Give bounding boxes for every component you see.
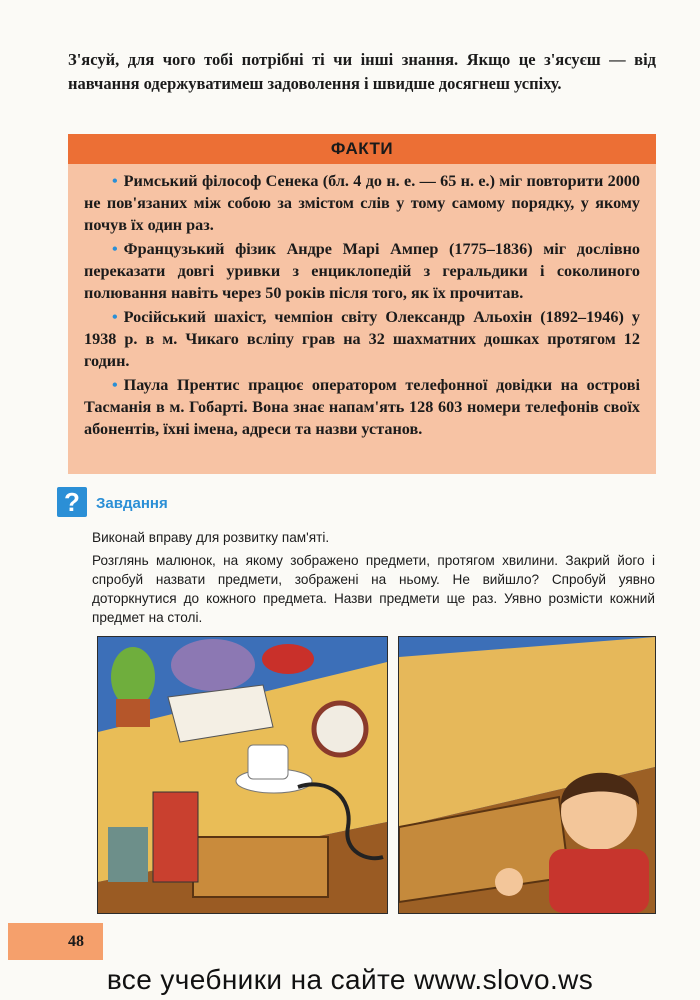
bullet-icon: •: [112, 172, 118, 190]
fact-text: Римський філософ Сенека (бл. 4 до н. е. — 65 н. е.) міг повторити 2000 не пов'язаних між собою за змістом слів у тому самому порядку, у якому почув їх один раз.: [84, 172, 640, 234]
lamp-shade: [171, 639, 255, 691]
striped-sock: [153, 792, 198, 882]
facts-list: [68, 164, 656, 440]
fact-text: Французький фізик Андре Марі Ампер (1775–1836) міг дослівно переказати довгі уривки з енциклопедій з геральдики і соколиного полювання навіть через 50 років після того, як їх прочитав.: [84, 240, 640, 302]
task-body: [92, 528, 655, 627]
desk-items-drawing: [98, 637, 387, 913]
task-description: Розглянь малюнок, на якому зображено предмети, протягом хвилини. Закрий його і спробуй назвати предмети, зображені на ньому. Не вийшло? Спробуй уявно доторкнутися до кожного предмета. Назви предмети ще раз. Уявно розмісти кожний предмет на столі.: [92, 553, 655, 625]
bullet-icon: •: [112, 240, 118, 258]
fact-item: [84, 374, 640, 440]
bullet-icon: •: [112, 376, 118, 394]
question-mark-icon: ?: [57, 487, 87, 517]
tea-cup: [248, 745, 288, 779]
intro-paragraph: З'ясуй, для чого тобі потрібні ті чи інші знання. Якщо це з'ясуєш — від навчання одержуватимеш задоволення і швидше досягнеш успіху.: [68, 50, 656, 93]
desk-drawer: [193, 837, 328, 897]
tin-can: [108, 827, 148, 882]
fact-item: [84, 306, 640, 372]
fact-text: Російський шахіст, чемпіон світу Олександр Альохін (1892–1946) у 1938 р. в м. Чикаго всліпу грав на 32 шахматних дошках протягом 12 годин.: [84, 308, 640, 370]
boy-at-table-illustration: [398, 636, 656, 914]
alarm-clock: [314, 703, 366, 755]
boy-hand: [495, 868, 523, 896]
facts-box: [68, 134, 656, 474]
page-number: 48: [68, 933, 84, 950]
plant-pot: [116, 699, 150, 727]
fact-item: [84, 238, 640, 304]
bullet-icon: •: [112, 308, 118, 326]
site-footer: все учебники на сайте www.slovo.ws: [0, 960, 700, 1000]
task-title: Завдання: [96, 495, 168, 512]
task-instruction: Виконай вправу для розвитку пам'яті.: [92, 530, 330, 545]
boy-at-table-drawing: [399, 637, 655, 913]
cactus-plant: [111, 647, 155, 707]
fact-text: Паула Прентис працює оператором телефонної довідки на острові Тасманія в м. Гобарті. Вона знає напам'ять 128 603 номери телефонів своїх абонентів, їхні імена, адреси та назви установ.: [84, 376, 640, 438]
boy-sweater: [549, 849, 649, 913]
desk-lamp: [262, 644, 314, 674]
fact-item: [84, 170, 640, 236]
desk-items-illustration: [97, 636, 388, 914]
facts-title: ФАКТИ: [68, 134, 656, 164]
page-tab: [8, 923, 103, 965]
